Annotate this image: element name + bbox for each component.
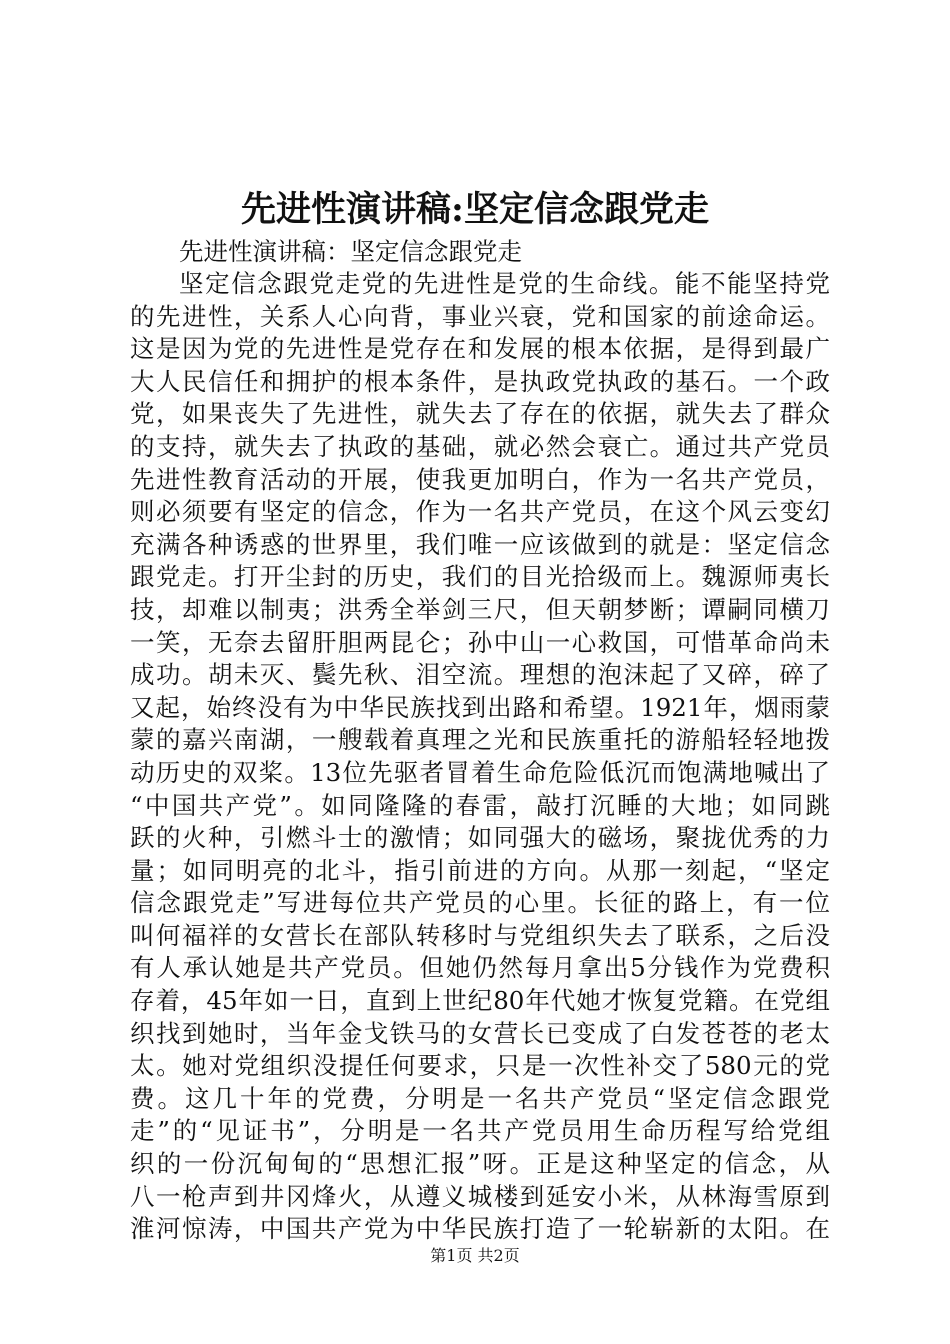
body-line: 费。这几十年的党费，分明是一名共产党员“坚定信念跟党 xyxy=(130,1083,830,1113)
body-line: 叫何福祥的女营长在部队转移时与党组织失去了联系，之后没 xyxy=(130,920,830,950)
body-line: 充满各种诱惑的世界里，我们唯一应该做到的就是：坚定信念 xyxy=(130,529,830,559)
body-line: “中国共产党”。如同隆隆的春雷，敲打沉睡的大地；如同跳 xyxy=(130,790,830,820)
body-line: 织找到她时，当年金戈铁马的女营长已变成了白发苍苍的老太 xyxy=(130,1018,830,1048)
body-line: 一笑，无奈去留肝胆两昆仑；孙中山一心救国，可惜革命尚未 xyxy=(130,627,830,657)
body-line: 织的一份沉甸甸的“思想汇报”呀。正是这种坚定的信念，从 xyxy=(130,1149,830,1179)
document-title: 先进性演讲稿:坚定信念跟党走 xyxy=(241,189,709,230)
body-line: 蒙的嘉兴南湖，一艘载着真理之光和民族重托的游船轻轻地拨 xyxy=(130,725,830,755)
body-line: 技，却难以制夷；洪秀全举剑三尺，但天朝梦断；谭嗣同横刀 xyxy=(130,594,830,624)
body-line: 的先进性，关系人心向背，事业兴衰，党和国家的前途命运。 xyxy=(130,301,830,331)
body-line: 先进性教育活动的开展，使我更加明白，作为一名共产党员， xyxy=(130,464,830,494)
body-line: 有人承认她是共产党员。但她仍然每月拿出5分钱作为党费积 xyxy=(130,953,830,983)
body-line: 则必须要有坚定的信念，作为一名共产党员，在这个风云变幻 xyxy=(130,497,830,527)
body-line: 成功。胡未灭、鬓先秋、泪空流。理想的泡沫起了又碎，碎了 xyxy=(130,660,830,690)
body-line: 存着，45年如一日，直到上世纪80年代她才恢复党籍。在党组 xyxy=(130,986,830,1016)
body-line: 的支持，就失去了执政的基础，就必然会衰亡。通过共产党员 xyxy=(130,431,830,461)
document-body xyxy=(130,268,830,1246)
body-line: 又起，始终没有为中华民族找到出路和希望。1921年，烟雨蒙 xyxy=(130,692,830,722)
body-line: 走”的“见证书”，分明是一名共产党员用生命历程写给党组 xyxy=(130,1116,830,1146)
body-line: 动历史的双桨。13位先驱者冒着生命危险低沉而饱满地喊出了 xyxy=(130,757,830,787)
body-line: 跟党走。打开尘封的历史，我们的目光拾级而上。魏源师夷长 xyxy=(130,562,830,592)
body-line: 量；如同明亮的北斗，指引前进的方向。从那一刻起，“坚定 xyxy=(130,855,830,885)
body-line: 坚定信念跟党走党的先进性是党的生命线。能不能坚持党 xyxy=(179,269,830,298)
document-subtitle: 先进性演讲稿：坚定信念跟党走 xyxy=(179,237,522,266)
body-line: 淮河惊涛，中国共产党为中华民族打造了一轮崭新的太阳。在 xyxy=(130,1214,830,1244)
body-line: 跃的火种，引燃斗士的激情；如同强大的磁场，聚拢优秀的力 xyxy=(130,823,830,853)
body-line: 党，如果丧失了先进性，就失去了存在的依据，就失去了群众 xyxy=(130,399,830,429)
body-line: 信念跟党走”写进每位共产党员的心里。长征的路上，有一位 xyxy=(130,888,830,918)
body-line: 八一枪声到井冈烽火，从遵义城楼到延安小米，从林海雪原到 xyxy=(130,1181,830,1211)
body-line: 这是因为党的先进性是党存在和发展的根本依据，是得到最广 xyxy=(130,334,830,364)
page-footer: 第1页 共2页 xyxy=(430,1246,520,1265)
body-line: 太。她对党组织没提任何要求，只是一次性补交了580元的党 xyxy=(130,1051,830,1081)
body-line: 大人民信任和拥护的根本条件，是执政党执政的基石。一个政 xyxy=(130,366,830,396)
